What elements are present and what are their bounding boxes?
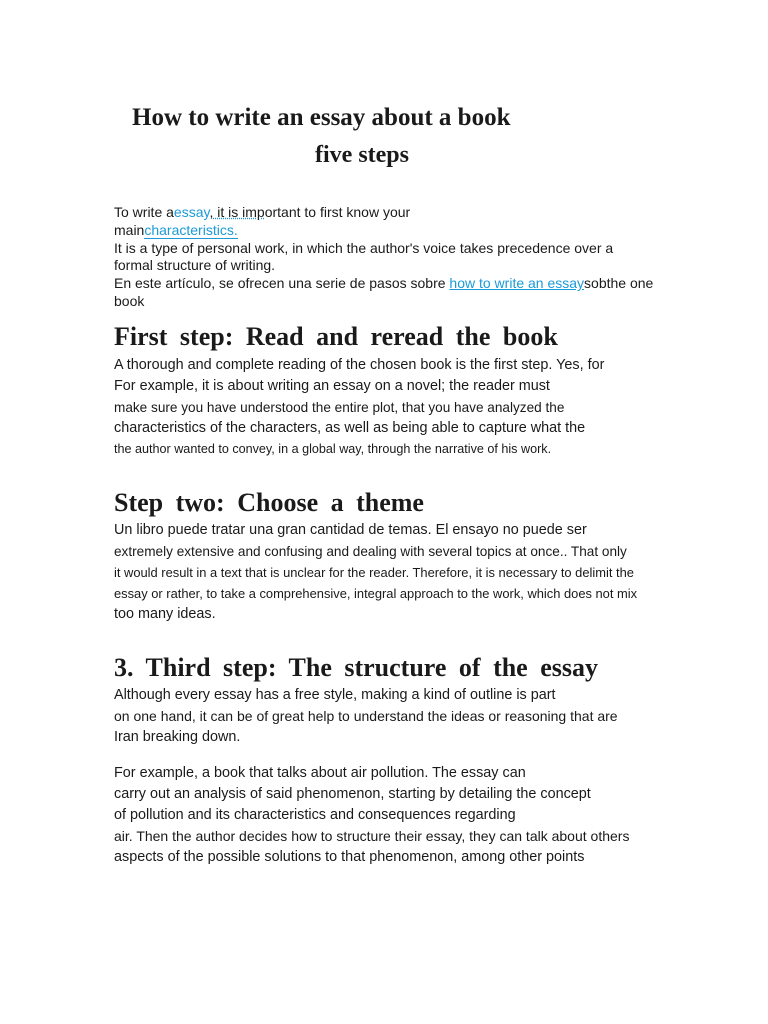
document-subtitle: five steps <box>315 142 409 168</box>
section-three-paragraph-two <box>114 763 674 868</box>
intro-line <box>114 204 674 222</box>
paragraph-line: For example, it is about writing an essay on a novel; the reader must <box>114 378 550 394</box>
intro-text-marked: it is imp <box>213 204 265 220</box>
intro-text: sobthe one <box>584 275 654 292</box>
paragraph-line: on one hand, it can be of great help to understand the ideas or reasoning that are <box>114 708 618 724</box>
section-heading-step-two: Step two: Choose a theme <box>114 488 424 517</box>
paragraph-line: aspects of the possible solutions to that phenomenon, among other points <box>114 849 585 865</box>
characteristics-link[interactable]: characteristics. <box>144 221 238 238</box>
intro-line: It is a type of personal work, in which the author's voice takes precedence over a <box>114 239 614 256</box>
paragraph-line: Iran breaking down. <box>114 729 241 745</box>
paragraph-line: too many ideas. <box>114 606 216 622</box>
intro-line <box>114 222 674 240</box>
paragraph-line: it would result in a text that is unclear for the reader. Therefore, it is necessary to delimit the <box>114 565 634 580</box>
paragraph-line: Although every essay has a free style, making a kind of outline is part <box>114 687 556 703</box>
paragraph-line: A thorough and complete reading of the chosen book is the first step. Yes, for <box>114 357 605 373</box>
section-one-paragraph <box>114 355 674 460</box>
paragraph-line: the author wanted to convey, in a global way, through the narrative of his work. <box>114 442 552 456</box>
paragraph-line: of pollution and its characteristics and consequences regarding <box>114 807 516 823</box>
intro-line: book <box>114 292 145 309</box>
document-title: How to write an essay about a book <box>132 104 511 131</box>
paragraph-line: Un libro puede tratar una gran cantidad de temas. El ensayo no puede ser <box>114 522 587 538</box>
intro-line: formal structure of writing. <box>114 257 276 274</box>
section-heading-step-three: 3. Third step: The structure of the essay <box>114 653 598 682</box>
essay-link[interactable]: essay <box>173 204 210 220</box>
intro-paragraph <box>114 204 674 311</box>
paragraph-line: extremely extensive and confusing and dealing with several topics at once.. That only <box>114 544 627 559</box>
intro-text: En este artículo, se ofrecen una serie de pasos sobre <box>114 275 450 292</box>
paragraph-line: air. Then the author decides how to structure their essay, they can talk about others <box>114 828 630 844</box>
section-heading-step-one: First step: Read and reread the book <box>114 322 558 351</box>
paragraph-line: make sure you have understood the entire plot, that you have analyzed the <box>114 400 565 415</box>
intro-line <box>114 275 674 293</box>
section-three-paragraph-one <box>114 685 674 748</box>
intro-text: main <box>114 221 145 238</box>
paragraph-line: essay or rather, to take a comprehensive, integral approach to the work, which does not mix <box>114 586 638 601</box>
section-two-paragraph <box>114 520 674 625</box>
intro-text: ortant to first know your <box>264 204 411 220</box>
intro-text: To write a <box>114 204 174 220</box>
paragraph-line: characteristics of the characters, as well as being able to capture what the <box>114 420 586 436</box>
intro-text: , <box>209 204 214 220</box>
paragraph-line: For example, a book that talks about air pollution. The essay can <box>114 765 526 781</box>
paragraph-line: carry out an analysis of said phenomenon, starting by detailing the concept <box>114 786 591 802</box>
how-to-write-essay-link[interactable]: how to write an essay <box>449 275 585 292</box>
